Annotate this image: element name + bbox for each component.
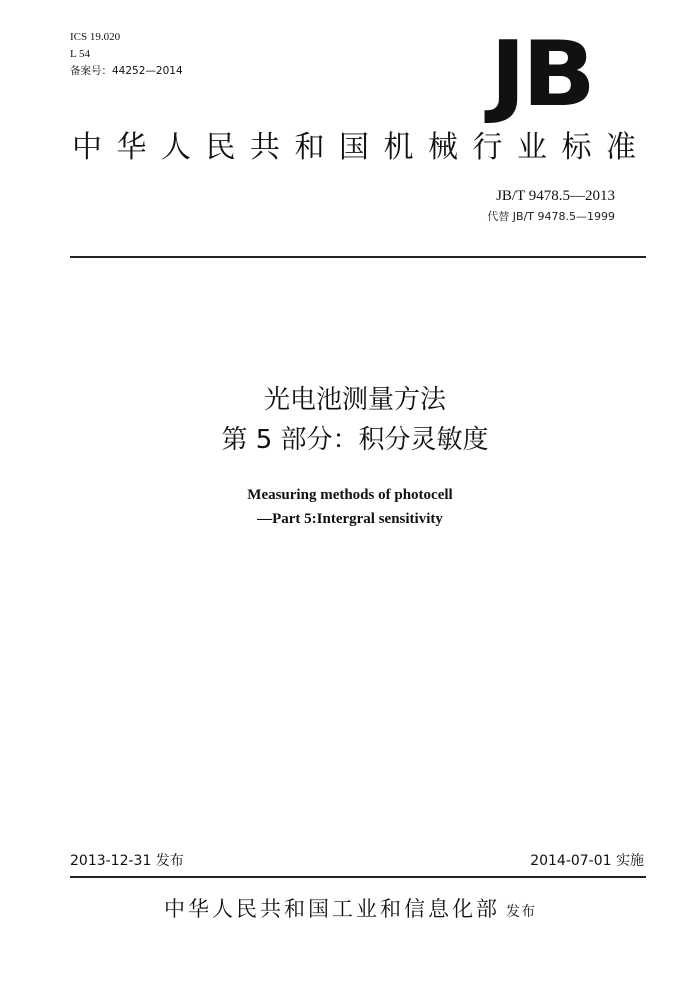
standard-category-title: 中华人民共和国机械行业标准 (72, 130, 651, 165)
publisher (0, 894, 700, 927)
publisher-name: 中华人民共和国工业和信息化部 (164, 897, 500, 921)
implementation-date: 2014-07-01 实施 (530, 853, 644, 869)
bottom-divider (70, 876, 646, 878)
jb-logo: JB (490, 22, 592, 127)
ics-code: ICS 19.020 (70, 31, 121, 43)
record-number: 备案号：44252—2014 (70, 65, 183, 77)
replaces-standard: 代替 JB/T 9478.5—1999 (487, 210, 615, 223)
chinese-title-line-1: 光电池测量方法 (263, 385, 446, 415)
l-code: L 54 (70, 48, 91, 60)
chinese-title-line-2: 第 5 部分：积分灵敏度 (221, 425, 489, 455)
standard-number: JB/T 9478.5—2013 (496, 188, 615, 204)
publisher-suffix: 发布 (506, 904, 536, 920)
english-title-line-2: —Part 5:Intergral sensitivity (257, 511, 443, 527)
english-title-line-1: Measuring methods of photocell (247, 487, 453, 503)
issue-date: 2013-12-31 发布 (70, 853, 184, 869)
top-divider (70, 256, 646, 258)
